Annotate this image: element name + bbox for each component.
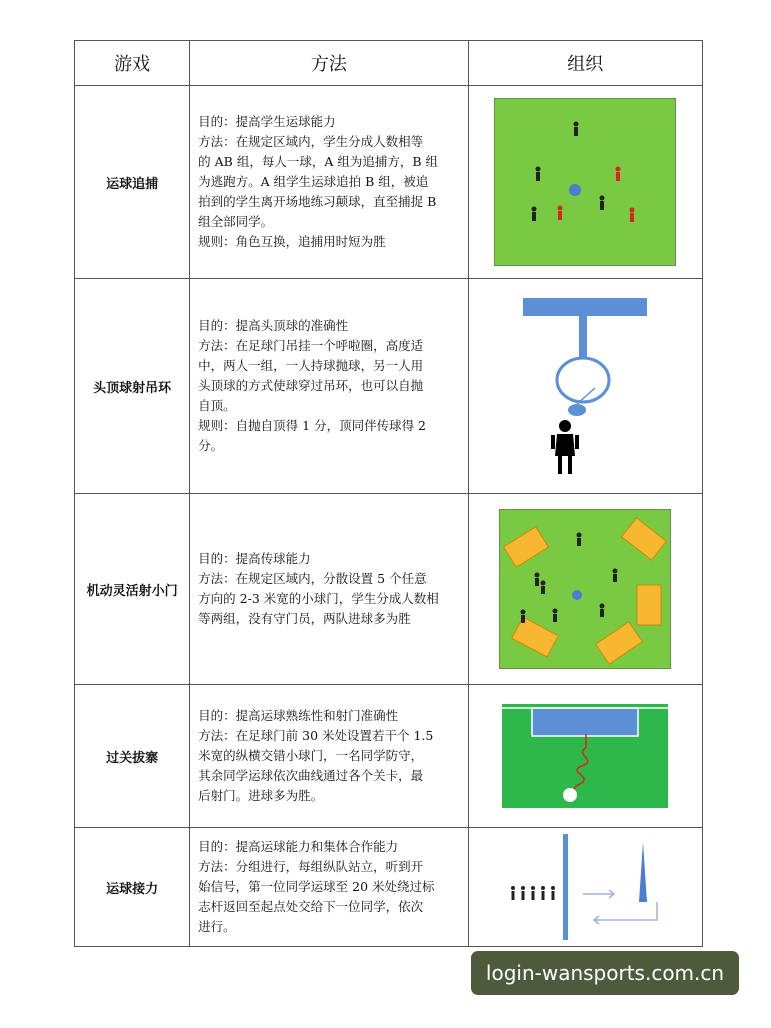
method-line: 目的：提高头顶球的准确性 xyxy=(198,318,349,333)
method-line: 米宽的纵横交错小球门，一名同学防守， xyxy=(198,748,424,763)
ball-icon xyxy=(568,404,586,416)
header-org: 组织 xyxy=(468,41,702,86)
method-line: 分。 xyxy=(198,438,224,453)
figure-cell xyxy=(468,685,702,828)
method-cell xyxy=(190,685,468,828)
method-line: 等两组，没有守门员，两队进球多为胜 xyxy=(198,611,411,626)
figure-cell xyxy=(468,279,702,494)
table-row xyxy=(75,279,703,494)
method-line: 其余同学运球依次曲线通过各个关卡，最 xyxy=(198,768,424,783)
ball-icon xyxy=(572,590,582,600)
relay-diagram xyxy=(485,832,685,942)
hanger-post xyxy=(579,316,587,358)
method-line: 方法：在规定区域内，学生分成人数相等 xyxy=(198,134,424,149)
method-line: 组全部同学。 xyxy=(198,214,274,229)
method-line: 方法：在足球门吊挂一个呼啦圈，高度适 xyxy=(198,338,424,353)
figure-cell xyxy=(468,494,702,685)
method-line: 拍到的学生离开场地练习颠球，直至捕捉 B xyxy=(198,194,437,209)
method-line: 目的：提高传球能力 xyxy=(198,551,311,566)
method-line: 中，两人一组，一人持球抛球，另一人用 xyxy=(198,358,424,373)
game-name: 头顶球射吊环 xyxy=(75,279,190,494)
marker-pole xyxy=(639,842,647,902)
player-icon xyxy=(551,420,579,474)
method-line: 规则：角色互换，追捕用时短为胜 xyxy=(198,234,386,249)
header-game: 游戏 xyxy=(75,41,190,86)
game-name: 机动灵活射小门 xyxy=(75,494,190,685)
player-icon xyxy=(511,886,555,900)
start-line xyxy=(563,834,568,940)
method-cell xyxy=(190,86,468,279)
goal-crossbar xyxy=(523,298,647,316)
game-name: 过关拔寨 xyxy=(75,685,190,828)
method-cell xyxy=(190,279,468,494)
ball-icon xyxy=(569,184,581,196)
penalty-box xyxy=(532,708,638,736)
header-row xyxy=(75,41,703,86)
method-line: 目的：提高运球能力和集体合作能力 xyxy=(198,839,399,854)
method-line: 自顶。 xyxy=(198,398,236,413)
watermark-badge: login-wansports.com.cn xyxy=(471,951,739,995)
method-line: 始信号，第一位同学运球至 20 米处绕过标 xyxy=(198,879,435,894)
method-line: 方法：分组进行，每组纵队站立，听到开 xyxy=(198,859,424,874)
method-line: 进行。 xyxy=(198,919,236,934)
method-line: 头顶球的方式使球穿过吊环，也可以自抛 xyxy=(198,378,424,393)
table-row xyxy=(75,86,703,279)
method-line: 规则：自抛自顶得 1 分，顶同伴传球得 2 xyxy=(198,418,426,433)
field-chase-diagram xyxy=(494,98,676,266)
method-line: 志杆返回至起点处交给下一位同学，依次 xyxy=(198,899,424,914)
table-row xyxy=(75,828,703,947)
table-row xyxy=(75,685,703,828)
game-table xyxy=(74,40,703,947)
small-goals-diagram xyxy=(499,509,671,669)
figure-cell xyxy=(468,86,702,279)
hoop-icon xyxy=(557,358,609,402)
figure-cell xyxy=(468,828,702,947)
game-name: 运球接力 xyxy=(75,828,190,947)
method-cell xyxy=(190,828,468,947)
method-line: 目的：提高运球熟练性和射门准确性 xyxy=(198,708,399,723)
hoop-header-diagram xyxy=(515,296,655,476)
game-name: 运球追捕 xyxy=(75,86,190,279)
method-line: 方向的 2-3 米宽的小球门，学生分成人数相 xyxy=(198,591,439,606)
dribble-course-diagram xyxy=(502,704,668,808)
ball-icon xyxy=(563,788,577,802)
method-line: 后射门。进球多为胜。 xyxy=(198,788,324,803)
method-line: 方法：在规定区域内，分散设置 5 个任意 xyxy=(198,571,427,586)
method-line: 为逃跑方。A 组学生运球追拍 B 组，被追 xyxy=(198,174,429,189)
table-row xyxy=(75,494,703,685)
method-line: 目的：提高学生运球能力 xyxy=(198,114,336,129)
method-line: 方法：在足球门前 30 米处设置若干个 1.5 xyxy=(198,728,434,743)
method-cell xyxy=(190,494,468,685)
method-line: 的 AB 组，每人一球，A 组为追捕方，B 组 xyxy=(198,154,438,169)
header-method: 方法 xyxy=(190,41,468,86)
